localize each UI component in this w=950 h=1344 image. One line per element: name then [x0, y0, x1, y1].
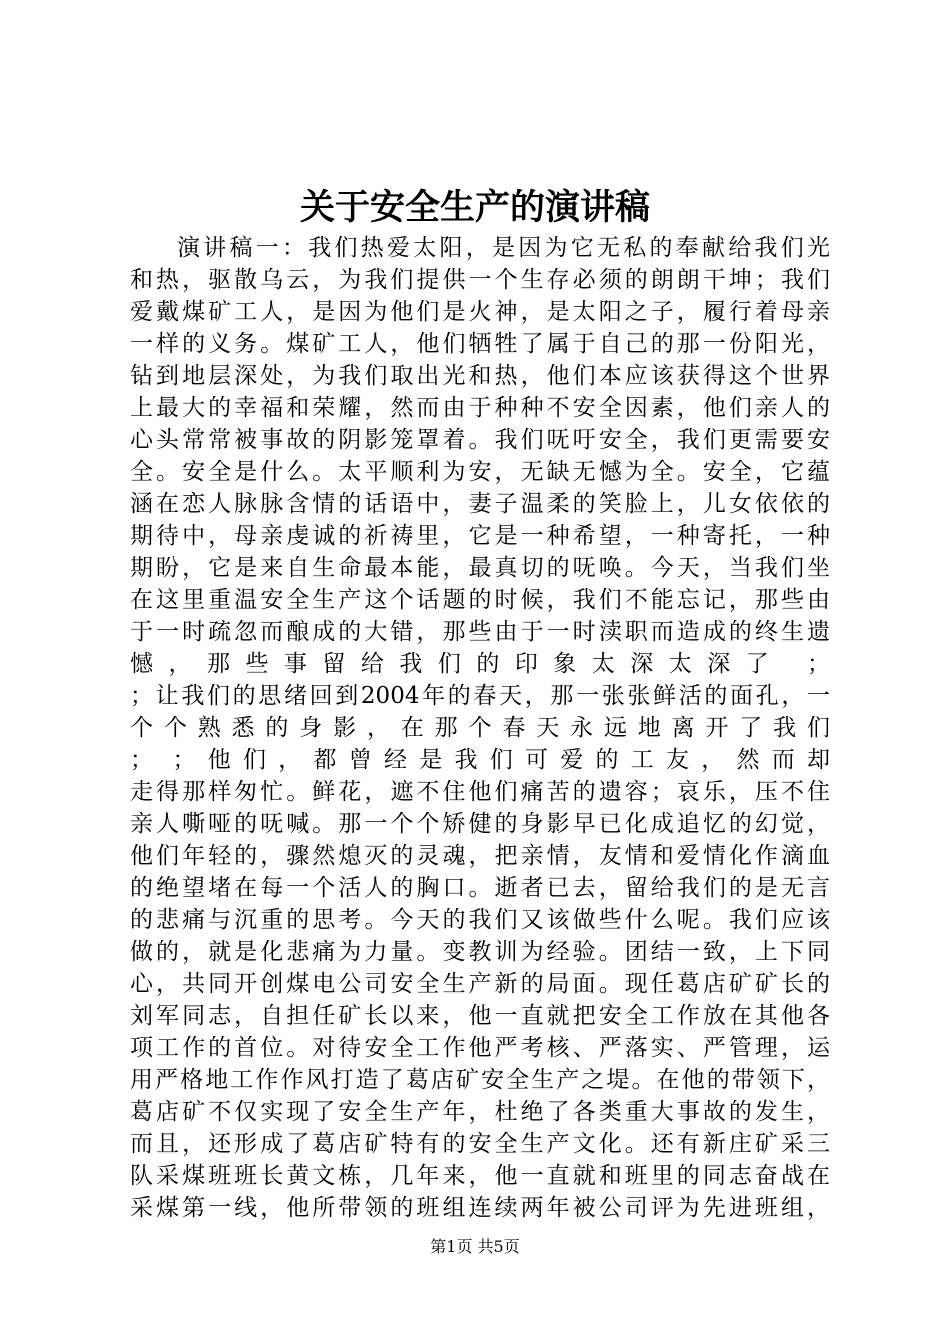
body-line: 他们年轻的，骤然熄灭的灵魂，把亲情，友情和爱情化作滴血: [130, 843, 830, 869]
body-line: 演讲稿一：我们热爱太阳，是因为它无私的奉献给我们光: [177, 235, 830, 261]
body-line: 的绝望堵在每一个活人的胸口。逝者已去，留给我们的是无言: [130, 875, 830, 901]
body-line: 爱戴煤矿工人，是因为他们是火神，是太阳之子，履行着母亲: [130, 299, 830, 325]
body-line: 一样的义务。煤矿工人，他们牺牲了属于自己的那一份阳光，: [130, 331, 830, 357]
body-line: 葛店矿不仅实现了安全生产年，杜绝了各类重大事故的发生，: [130, 1099, 830, 1125]
body-line: 个 个 熟 悉 的 身 影 ， 在 那 个 春 天 永 远 地 离 开 了 我 们: [130, 715, 830, 741]
body-line: 全。安全是什么。太平顺利为安，无缺无憾为全。安全，它蕴: [130, 459, 830, 485]
body-line: 而且，还形成了葛店矿特有的安全生产文化。还有新庄矿采三: [130, 1131, 830, 1157]
body-line: ； ；他们，都曾经是我们可爱的工友，然而却: [130, 747, 830, 773]
body-line: 期盼，它是来自生命最本能，最真切的呒唤。今天，当我们坐: [130, 555, 830, 581]
body-line: 期待中，母亲虔诚的祈祷里，它是一种希望，一种寄托，一种: [130, 523, 830, 549]
body-line: 走得那样匆忙。鲜花，遮不住他们痛苦的遗容；哀乐，压不住: [130, 779, 830, 805]
body-line: 于一时疏忽而酿成的大错，那些由于一时渎职而造成的终生遗: [130, 619, 830, 645]
body-line: 的悲痛与沉重的思考。今天的我们又该做些什么呢。我们应该: [130, 907, 830, 933]
body-line: 队采煤班班长黄文栋，几年来，他一直就和班里的同志奋战在: [130, 1163, 830, 1189]
body-line: 亲人嘶哑的呒喊。那一个个矫健的身影早已化成追忆的幻觉，: [130, 811, 830, 837]
body-line: 涵在恋人脉脉含情的话语中，妻子温柔的笑脸上，儿女依依的: [130, 491, 830, 517]
body-line: 项工作的首位。对待安全工作他严考核、严落实、严管理，运: [130, 1035, 830, 1061]
document-title: 关于安全生产的演讲稿: [299, 187, 650, 228]
body-line: 憾，那些事留给我们的印象太深太深了 ；: [130, 651, 830, 677]
page-number-footer: 第1页 共5页: [430, 1237, 520, 1256]
body-line: 用严格地工作作风打造了葛店矿安全生产之堤。在他的带领下，: [130, 1067, 830, 1093]
body-line: ；让我们的思绪回到2004年的春天，那一张张鲜活的面孔，一: [130, 683, 830, 709]
body-line: 和热，驱散乌云，为我们提供一个生存必须的朗朗干坤；我们: [130, 267, 830, 293]
body-line: 钻到地层深处，为我们取出光和热，他们本应该获得这个世界: [130, 363, 830, 389]
body-line: 采煤第一线，他所带领的班组连续两年被公司评为先进班组，: [130, 1195, 830, 1221]
body-line: 上最大的幸福和荣耀，然而由于种种不安全因素，他们亲人的: [130, 395, 830, 421]
body-line: 刘军同志，自担任矿长以来，他一直就把安全工作放在其他各: [130, 1003, 830, 1029]
body-line: 心，共同开创煤电公司安全生产新的局面。现任葛店矿矿长的: [130, 971, 830, 997]
body-line: 做的，就是化悲痛为力量。变教训为经验。团结一致，上下同: [130, 939, 830, 965]
body-line: 在这里重温安全生产这个话题的时候，我们不能忘记，那些由: [130, 587, 830, 613]
document-body: [130, 232, 830, 1224]
body-line: 心头常常被事故的阴影笼罩着。我们呒吁安全，我们更需要安: [130, 427, 830, 453]
